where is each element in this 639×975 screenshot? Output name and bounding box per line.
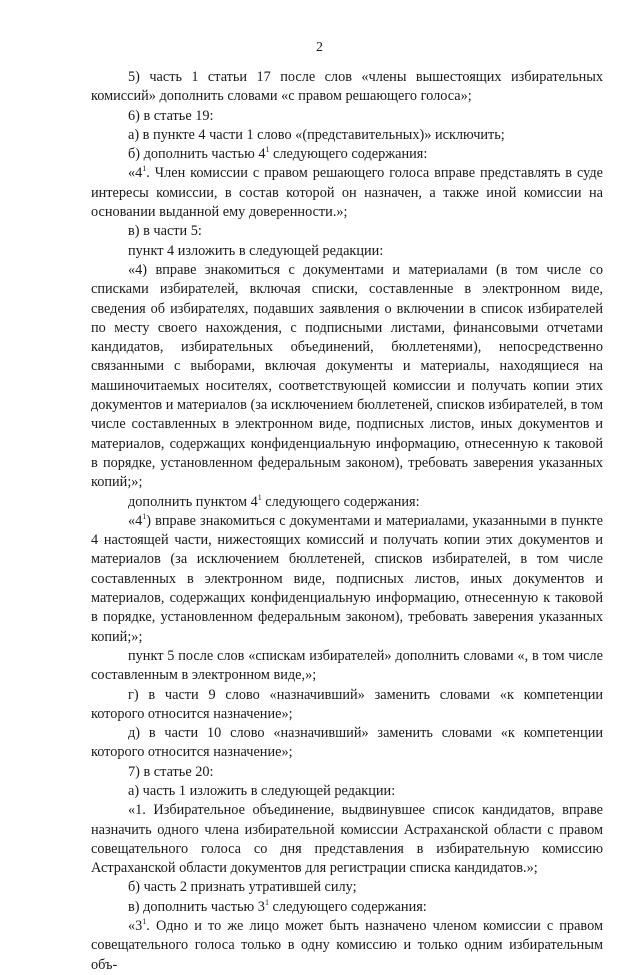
paragraph [91, 242, 603, 261]
superscript: 1 [142, 511, 147, 521]
paragraph-text: следующего содержания: [261, 493, 420, 510]
paragraph [91, 164, 603, 222]
paragraph [91, 145, 603, 164]
superscript: 1 [265, 145, 270, 155]
paragraph-text: . Одно и то же лицо может быть назначено членом комиссии с правом совещательного голоса только в одну комиссию и только одним избирательным объ- [91, 918, 603, 973]
paragraph-text: пункт 5 после слов «спискам избирателей» дополнить словами «, в том числе составленным в электронном виде,»; [91, 647, 603, 684]
paragraph-text: б) часть 2 признать утратившей силу; [128, 879, 357, 896]
paragraph [91, 724, 603, 763]
paragraph-text: 5) часть 1 статьи 17 после слов «члены вышестоящих избирательных комиссий» дополнить словами «с правом решающего голоса»; [91, 69, 603, 105]
paragraph-text: 6) в статье 19: [128, 107, 214, 124]
paragraph-text: «4) вправе знакомиться с документами и материалами (в том числе со списками избирателей, включая списки, составленные в электронном виде, сведения об избирателях, подавших заявления о включении в список избирателей по месту своего нахождения, с подписными листами, финансовыми отчетами кандидатов, избирательных объединений, бюллетенями), непосредственно связанными с выборами, включая документы и материалы, находящиеся на машиночитаемых носителях, соответствующей комиссии и получать копии этих документов и материалов (за исключением бюллетеней, списков избирателей, в том числе составленных в электронном виде, подписных листов, иных документов и материалов, содержащих конфиденциальную информацию, отнесенную к таковой в порядке, установленном федеральным законом), требовать заверения указанных копий;»; [91, 261, 603, 491]
paragraph-text: дополнить пунктом 4 [128, 493, 258, 510]
superscript: 1 [257, 492, 262, 502]
superscript: 1 [264, 897, 269, 907]
paragraph-text: в) в части 5: [128, 223, 202, 240]
paragraph [91, 686, 603, 725]
document-body [91, 68, 603, 975]
paragraph [91, 878, 603, 897]
paragraph [91, 68, 603, 107]
paragraph [91, 107, 603, 126]
paragraph-text: «4 [128, 512, 143, 529]
paragraph-text: «4 [128, 165, 143, 182]
page-number: 2 [316, 40, 323, 55]
superscript: 1 [142, 917, 147, 927]
paragraph-text: 7) в статье 20: [128, 763, 214, 780]
paragraph [91, 898, 603, 917]
paragraph-text: пункт 4 изложить в следующей редакции: [128, 242, 384, 259]
paragraph [91, 261, 603, 493]
paragraph-text: д) в части 10 слово «назначивший» заменить словами «к компетенции которого относится назначение»; [91, 725, 603, 761]
paragraph [91, 801, 603, 878]
paragraph-text: «3 [128, 918, 143, 935]
paragraph-text: ) вправе знакомиться с документами и материалами, указанными в пункте 4 настоящей части, нижестоящих комиссий и получать копии этих документов и материалов (за исключением бюллетеней, списков избирателей, в том числе составленных в электронном виде, подписных листов, иных документов и материалов, содержащих конфиденциальную информацию, отнесенную к таковой в порядке, установленном федеральным законом), требовать заверения указанных копий;»; [91, 512, 603, 645]
paragraph [91, 763, 603, 782]
paragraph-text: г) в части 9 слово «назначивший» заменить словами «к компетенции которого относится назначение»; [91, 686, 603, 722]
superscript: 1 [142, 164, 147, 174]
paragraph [91, 512, 603, 647]
paragraph-text: . Член комиссии с правом решающего голоса вправе представлять в суде интересы комиссии, в состав которой он назначен, а также иной комиссии на основании выданной ему доверенности.»; [91, 165, 603, 221]
paragraph-text: в) дополнить частью 3 [128, 898, 265, 915]
paragraph-text: следующего содержания: [269, 146, 428, 163]
paragraph [91, 493, 603, 512]
paragraph [91, 647, 603, 686]
paragraph [91, 222, 603, 241]
paragraph-text: б) дополнить частью 4 [128, 146, 266, 163]
paragraph-text: «1. Избирательное объединение, выдвинувшее список кандидатов, вправе назначить одного члена избирательной комиссии Астраханской области с правом совещательного голоса со дня представления в избирательную комиссию Астраханской области документов для регистрации списка кандидатов.»; [91, 802, 603, 877]
paragraph-text: а) часть 1 изложить в следующей редакции: [128, 782, 396, 799]
paragraph-text: а) в пункте 4 части 1 слово «(представительных)» исключить; [128, 126, 505, 143]
paragraph [91, 782, 603, 801]
paragraph [91, 126, 603, 145]
paragraph-text: следующего содержания: [268, 898, 427, 915]
paragraph [91, 917, 603, 975]
